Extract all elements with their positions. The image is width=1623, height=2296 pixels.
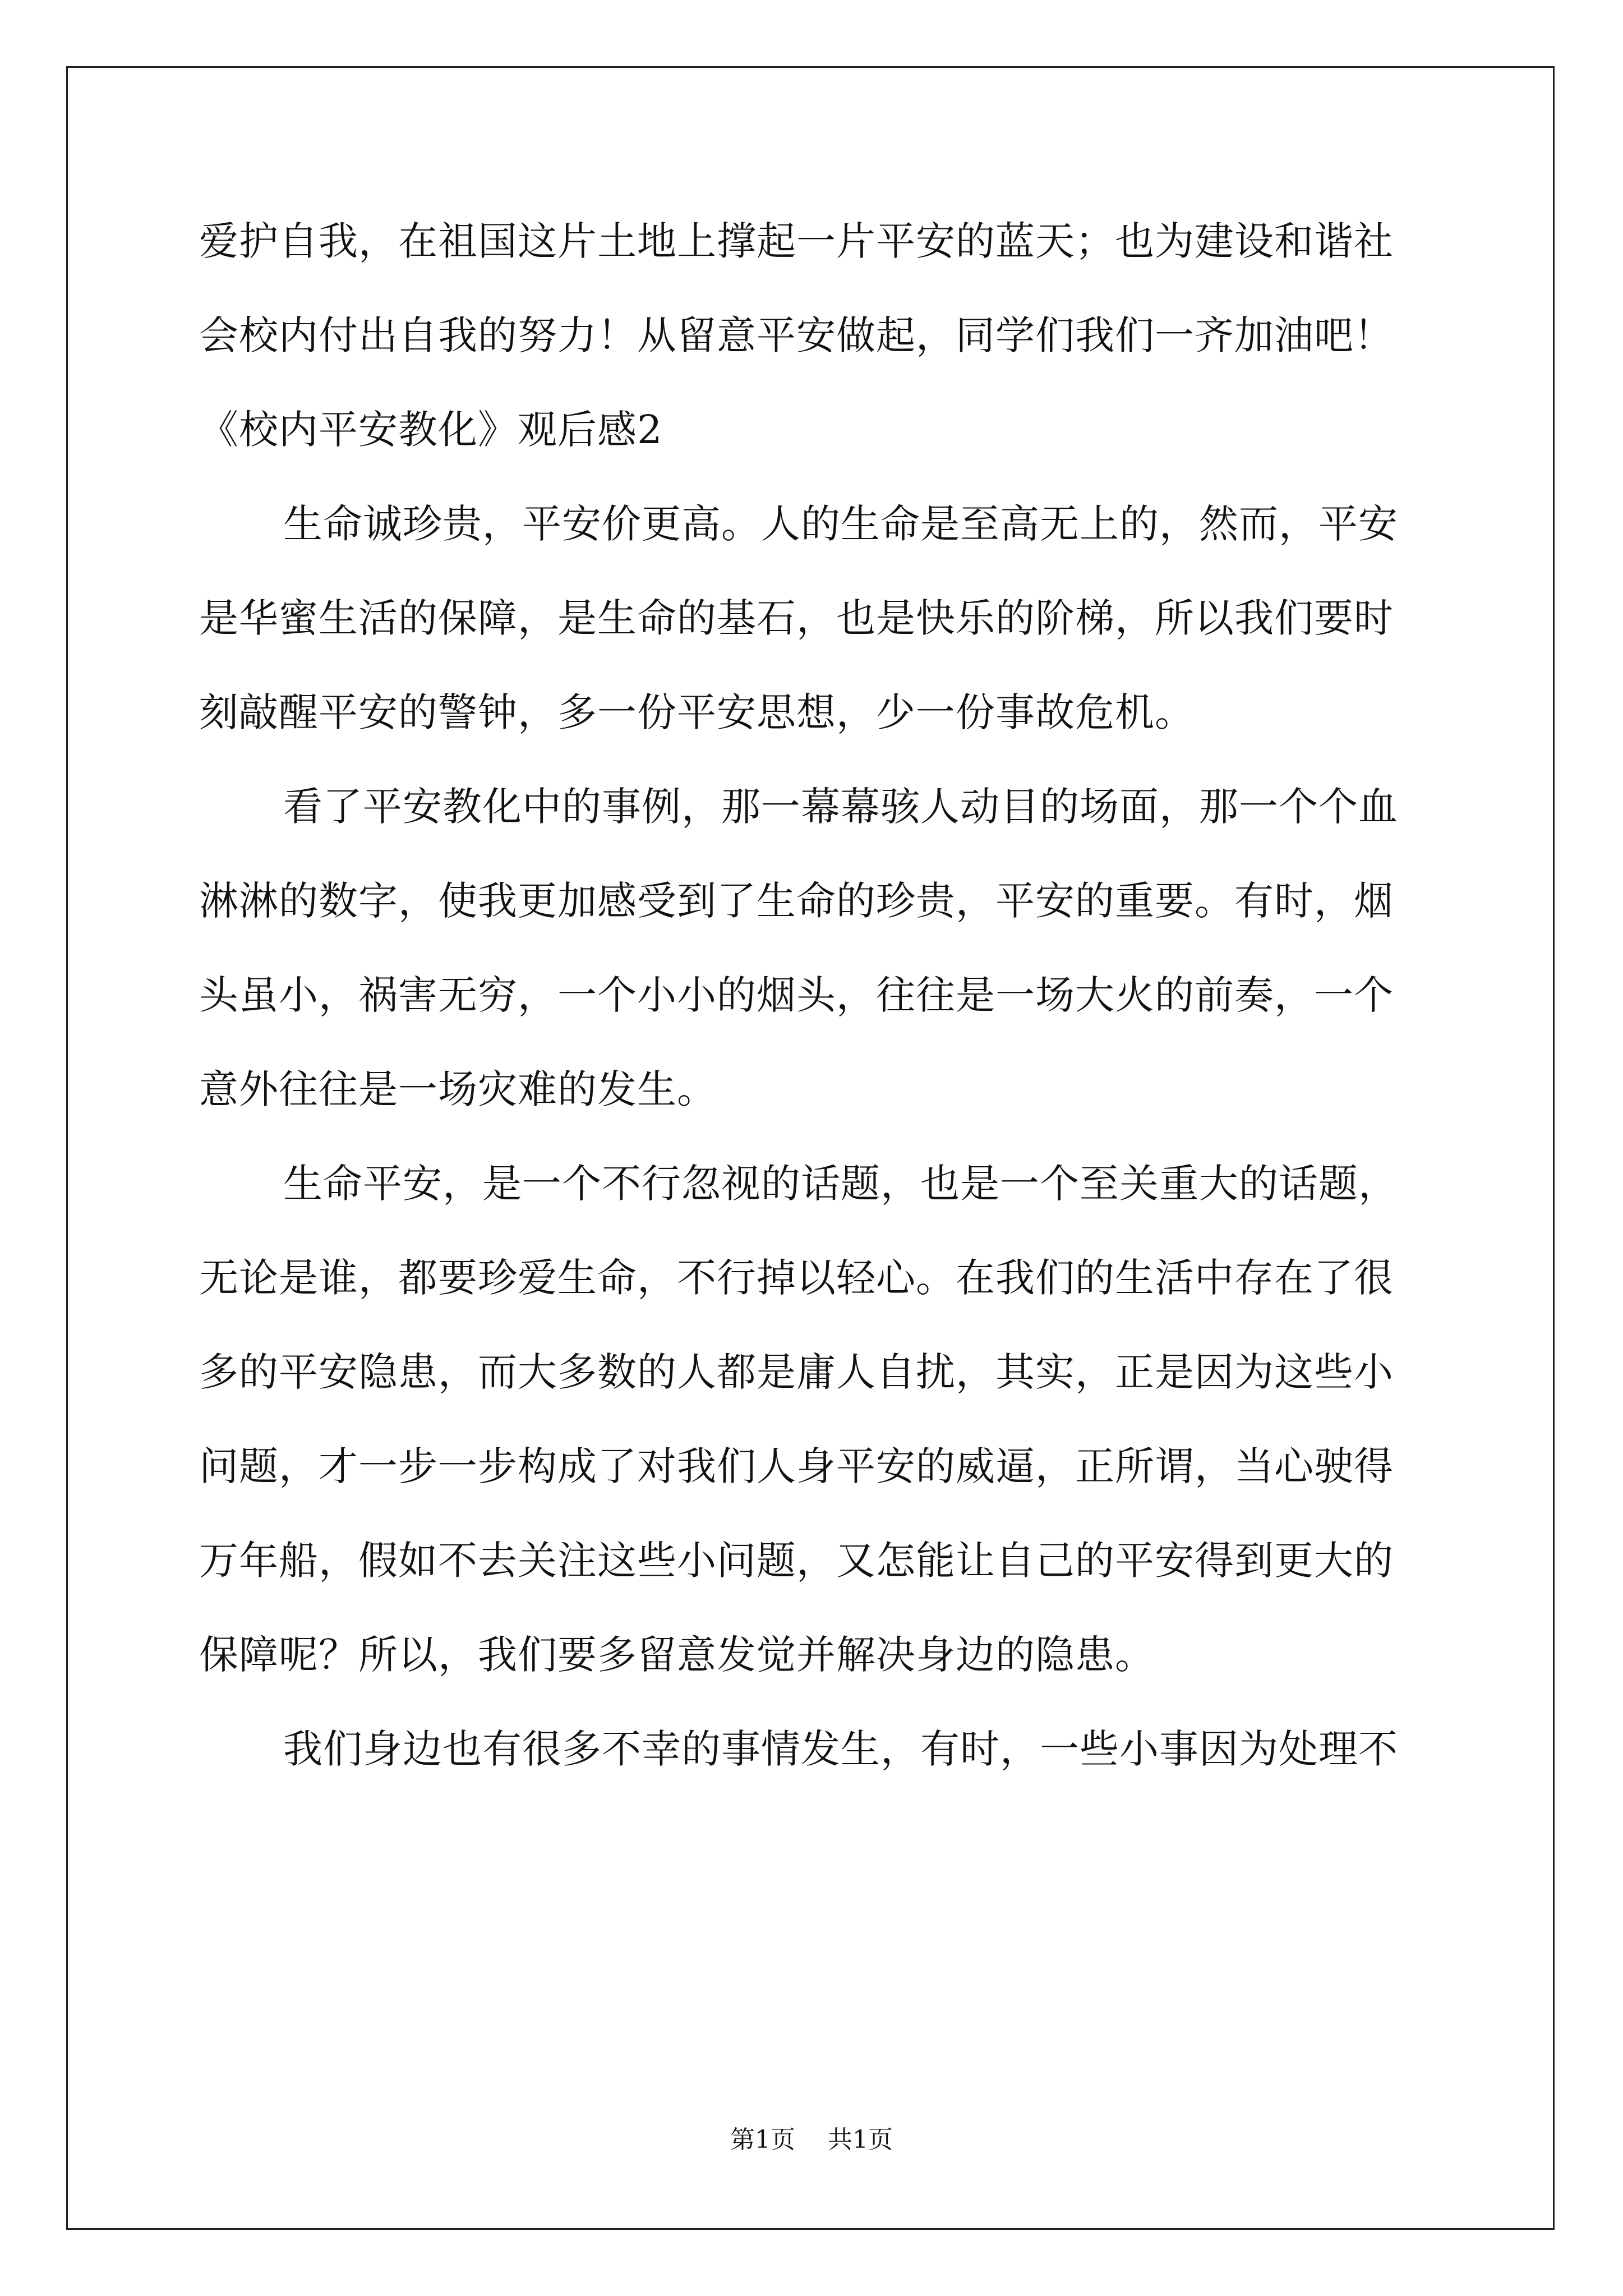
- paragraph-start-line: 生命平安，是一个不行忽视的话题，也是一个至关重大的话题，: [283, 1161, 1398, 1207]
- paragraph-start-line: 我们身边也有很多不幸的事情发生，有时，一些小事因为处理不: [283, 1726, 1398, 1772]
- text-line: 刻敲醒平安的警钟，多一份平安思想，少一份事故危机。: [199, 689, 1195, 735]
- document-body: [199, 213, 1424, 1815]
- text-line: 是华蜜生活的保障，是生命的基石，也是快乐的阶梯，所以我们要时: [199, 595, 1394, 641]
- page-footer: [0, 2123, 1623, 2157]
- section-heading: 《校内平安教化》观后感2: [199, 407, 663, 453]
- page-total: 共1页: [828, 2125, 893, 2154]
- page-number: 第1页: [730, 2125, 795, 2154]
- text-line: 多的平安隐患，而大多数的人都是庸人自扰，其实，正是因为这些小: [199, 1349, 1394, 1395]
- text-line: 无论是谁，都要珍爱生命，不行掉以轻心。在我们的生活中存在了很: [199, 1255, 1394, 1301]
- text-line: 淋淋的数字，使我更加感受到了生命的珍贵，平安的重要。有时，烟: [199, 878, 1394, 924]
- text-line: 万年船，假如不去关注这些小问题，又怎能让自己的平安得到更大的: [199, 1538, 1394, 1584]
- text-line: 问题，才一步一步构成了对我们人身平安的威逼，正所谓，当心驶得: [199, 1443, 1394, 1489]
- text-line: 会校内付出自我的努力！从留意平安做起，同学们我们一齐加油吧！: [199, 312, 1394, 358]
- text-line: 意外往往是一场灾难的发生。: [199, 1066, 717, 1112]
- text-line: 头虽小，祸害无穷，一个小小的烟头，往往是一场大火的前奏，一个: [199, 972, 1394, 1018]
- paragraph-start-line: 看了平安教化中的事例，那一幕幕骇人动目的场面，那一个个血: [283, 784, 1398, 830]
- text-line: 保障呢？所以，我们要多留意发觉并解决身边的隐患。: [199, 1632, 1155, 1678]
- paragraph-start-line: 生命诚珍贵，平安价更高。人的生命是至高无上的，然而，平安: [283, 501, 1398, 547]
- text-line: 爱护自我，在祖国这片土地上撑起一片平安的蓝天；也为建设和谐社: [199, 218, 1394, 264]
